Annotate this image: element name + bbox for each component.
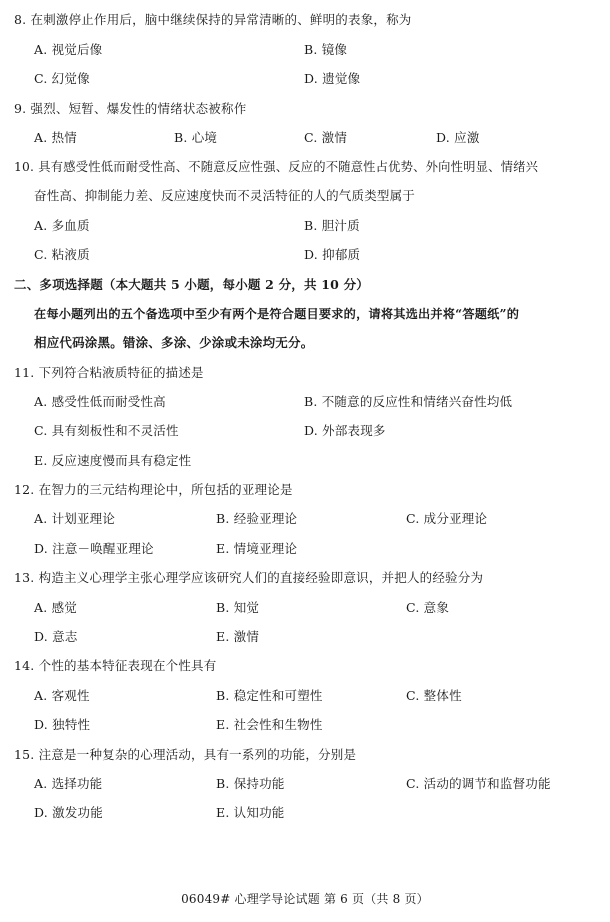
question-13-option-b: B. 知觉: [216, 600, 260, 615]
section-2-heading: 二、多项选择题（本大题共 5 小题，每小题 2 分，共 10 分）: [14, 277, 370, 292]
question-13-option-c: C. 意象: [406, 600, 450, 615]
question-15-stem: 15. 注意是一种复杂的心理活动，具有一系列的功能，分别是: [14, 747, 357, 762]
question-10-option-b: B. 胆汁质: [304, 218, 360, 233]
question-8-stem: 8. 在刺激停止作用后，脑中继续保持的异常清晰的、鲜明的表象，称为: [14, 12, 412, 27]
question-15-option-b: B. 保持功能: [216, 776, 285, 791]
question-14-option-b: B. 稳定性和可塑性: [216, 688, 323, 703]
question-8-option-d: D. 遗觉像: [304, 71, 361, 86]
question-13-option-a: A. 感觉: [34, 600, 77, 615]
question-15-option-d: D. 激发功能: [34, 805, 103, 820]
question-11-option-e: E. 反应速度慢而具有稳定性: [34, 453, 192, 468]
section-2-instruction-line1: 在每小题列出的五个备选项中至少有两个是符合题目要求的，请将其选出并将“答题纸”的: [34, 307, 520, 321]
question-9-option-b: B. 心境: [174, 130, 218, 145]
question-10-option-c: C. 粘液质: [34, 247, 90, 262]
question-10-option-d: D. 抑郁质: [304, 247, 361, 262]
question-14-option-e: E. 社会性和生物性: [216, 717, 323, 732]
question-15-option-a: A. 选择功能: [34, 776, 103, 791]
question-14-option-a: A. 客观性: [34, 688, 90, 703]
question-15-option-e: E. 认知功能: [216, 805, 285, 820]
question-10-stem-line2: 奋性高、抑制能力差、反应速度快而不灵活特征的人的气质类型属于: [34, 188, 416, 203]
question-11-option-b: B. 不随意的反应性和情绪兴奋性均低: [304, 394, 513, 409]
question-9-option-c: C. 激情: [304, 130, 348, 145]
question-11-option-c: C. 具有刻板性和不灵活性: [34, 423, 179, 438]
question-14-stem: 14. 个性的基本特征表现在个性具有: [14, 658, 217, 673]
question-12-option-b: B. 经验亚理论: [216, 511, 298, 526]
question-8-option-a: A. 视觉后像: [34, 42, 103, 57]
question-12-option-d: D. 注意－唤醒亚理论: [34, 541, 154, 556]
question-10-option-a: A. 多血质: [34, 218, 90, 233]
question-11-option-d: D. 外部表现多: [304, 423, 386, 438]
question-11-option-a: A. 感受性低而耐受性高: [34, 394, 166, 409]
question-12-option-a: A. 计划亚理论: [34, 511, 116, 526]
question-9-stem: 9. 强烈、短暂、爆发性的情绪状态被称作: [14, 101, 247, 116]
section-2-instruction-line2: 相应代码涂黑。错涂、多涂、少涂或未涂均无分。: [34, 335, 314, 350]
question-9-option-a: A. 热情: [34, 130, 77, 145]
question-13-stem: 13. 构造主义心理学主张心理学应该研究人们的直接经验即意识，并把人的经验分为: [14, 570, 484, 585]
question-13-option-d: D. 意志: [34, 629, 78, 644]
question-12-stem: 12. 在智力的三元结构理论中，所包括的亚理论是: [14, 482, 293, 497]
question-10-stem-line1: 10. 具有感受性低而耐受性高、不随意反应性强、反应的不随意性占优势、外向性明显、情绪兴: [14, 160, 539, 174]
question-13-option-e: E. 激情: [216, 629, 260, 644]
question-8-option-c: C. 幻觉像: [34, 71, 90, 86]
question-9-option-d: D. 应激: [436, 130, 480, 145]
question-12-option-c: C. 成分亚理论: [406, 511, 488, 526]
question-14-option-d: D. 独特性: [34, 717, 91, 732]
page-footer: 06049# 心理学导论试题 第 6 页（共 8 页）: [181, 892, 429, 906]
question-8-option-b: B. 镜像: [304, 42, 348, 57]
question-15-option-c: C. 活动的调节和监督功能: [406, 776, 551, 791]
question-14-option-c: C. 整体性: [406, 688, 462, 703]
question-11-stem: 11. 下列符合粘液质特征的描述是: [14, 365, 204, 380]
question-12-option-e: E. 情境亚理论: [216, 541, 298, 556]
